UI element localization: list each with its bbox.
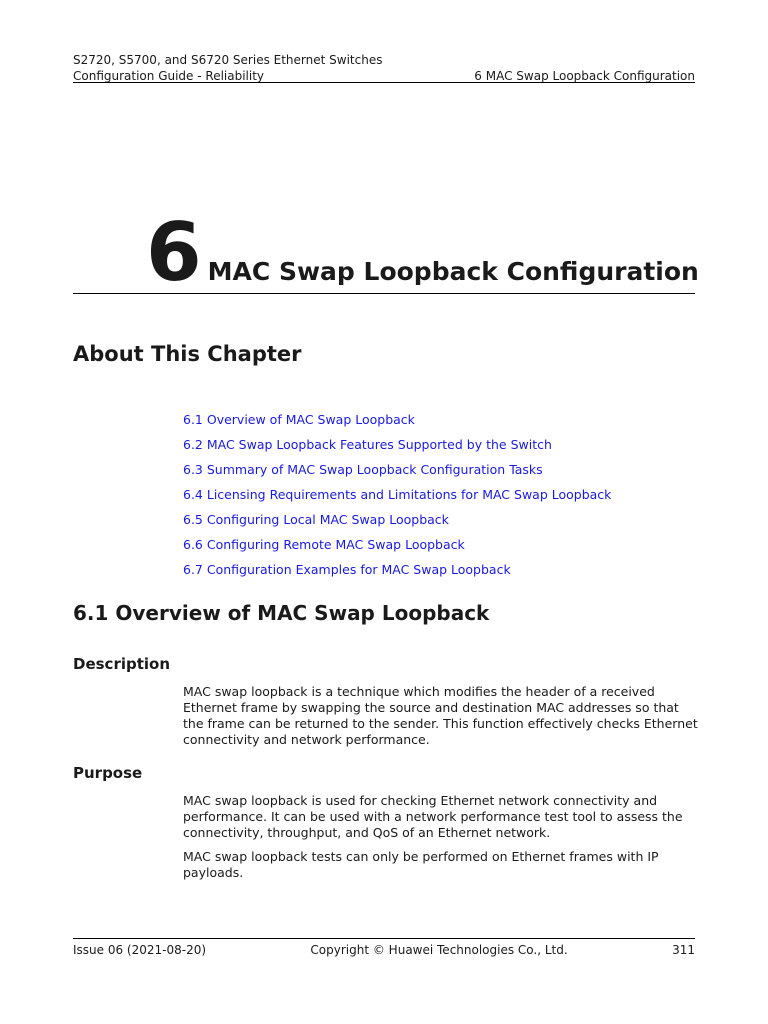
chapter-number: 6 bbox=[146, 206, 202, 299]
about-heading: About This Chapter bbox=[73, 342, 302, 366]
page-footer bbox=[73, 942, 695, 958]
chapter-title-text: MAC Swap Loopback Configuration bbox=[207, 257, 699, 286]
chapter-toc bbox=[183, 411, 611, 586]
header-divider bbox=[73, 82, 695, 83]
header-guide: Configuration Guide - Reliability bbox=[73, 69, 265, 83]
description-heading: Description bbox=[73, 655, 171, 673]
description-paragraph: MAC swap loopback is a technique which modifies the header of a received Ethernet frame by swapping the source and destination MAC addresses so that the frame can be returned to the sender. This function effectively checks Ethernet connectivity and network performance. bbox=[183, 684, 698, 747]
footer-copyright: Copyright © Huawei Technologies Co., Ltd. bbox=[310, 943, 568, 957]
toc-link-6-4[interactable]: 6.4 Licensing Requirements and Limitations for MAC Swap Loopback bbox=[183, 487, 612, 502]
purpose-paragraph-2: MAC swap loopback tests can only be performed on Ethernet frames with IP payloads. bbox=[183, 849, 659, 880]
header-chapter-ref: 6 MAC Swap Loopback Configuration bbox=[474, 69, 695, 83]
footer-issue: Issue 06 (2021-08-20) bbox=[73, 943, 207, 957]
page-header bbox=[73, 52, 695, 84]
footer-page-number: 311 bbox=[672, 943, 695, 957]
toc-link-6-5[interactable]: 6.5 Configuring Local MAC Swap Loopback bbox=[183, 512, 449, 527]
header-product: S2720, S5700, and S6720 Series Ethernet Switches bbox=[73, 53, 383, 67]
toc-link-6-7[interactable]: 6.7 Configuration Examples for MAC Swap Loopback bbox=[183, 562, 511, 577]
toc-link-6-3[interactable]: 6.3 Summary of MAC Swap Loopback Configuration Tasks bbox=[183, 462, 543, 477]
purpose-paragraph-1: MAC swap loopback is used for checking Ethernet network connectivity and performance. It can be used with a network performance test tool to assess the connectivity, throughput, and QoS of an Ethernet network. bbox=[183, 793, 683, 840]
chapter-title bbox=[146, 208, 699, 298]
toc-link-6-2[interactable]: 6.2 MAC Swap Loopback Features Supported by the Switch bbox=[183, 437, 552, 452]
footer-divider bbox=[73, 938, 695, 939]
purpose-heading: Purpose bbox=[73, 764, 143, 782]
chapter-divider bbox=[73, 293, 695, 294]
toc-link-6-6[interactable]: 6.6 Configuring Remote MAC Swap Loopback bbox=[183, 537, 465, 552]
section-heading: 6.1 Overview of MAC Swap Loopback bbox=[73, 601, 490, 625]
toc-link-6-1[interactable]: 6.1 Overview of MAC Swap Loopback bbox=[183, 412, 415, 427]
